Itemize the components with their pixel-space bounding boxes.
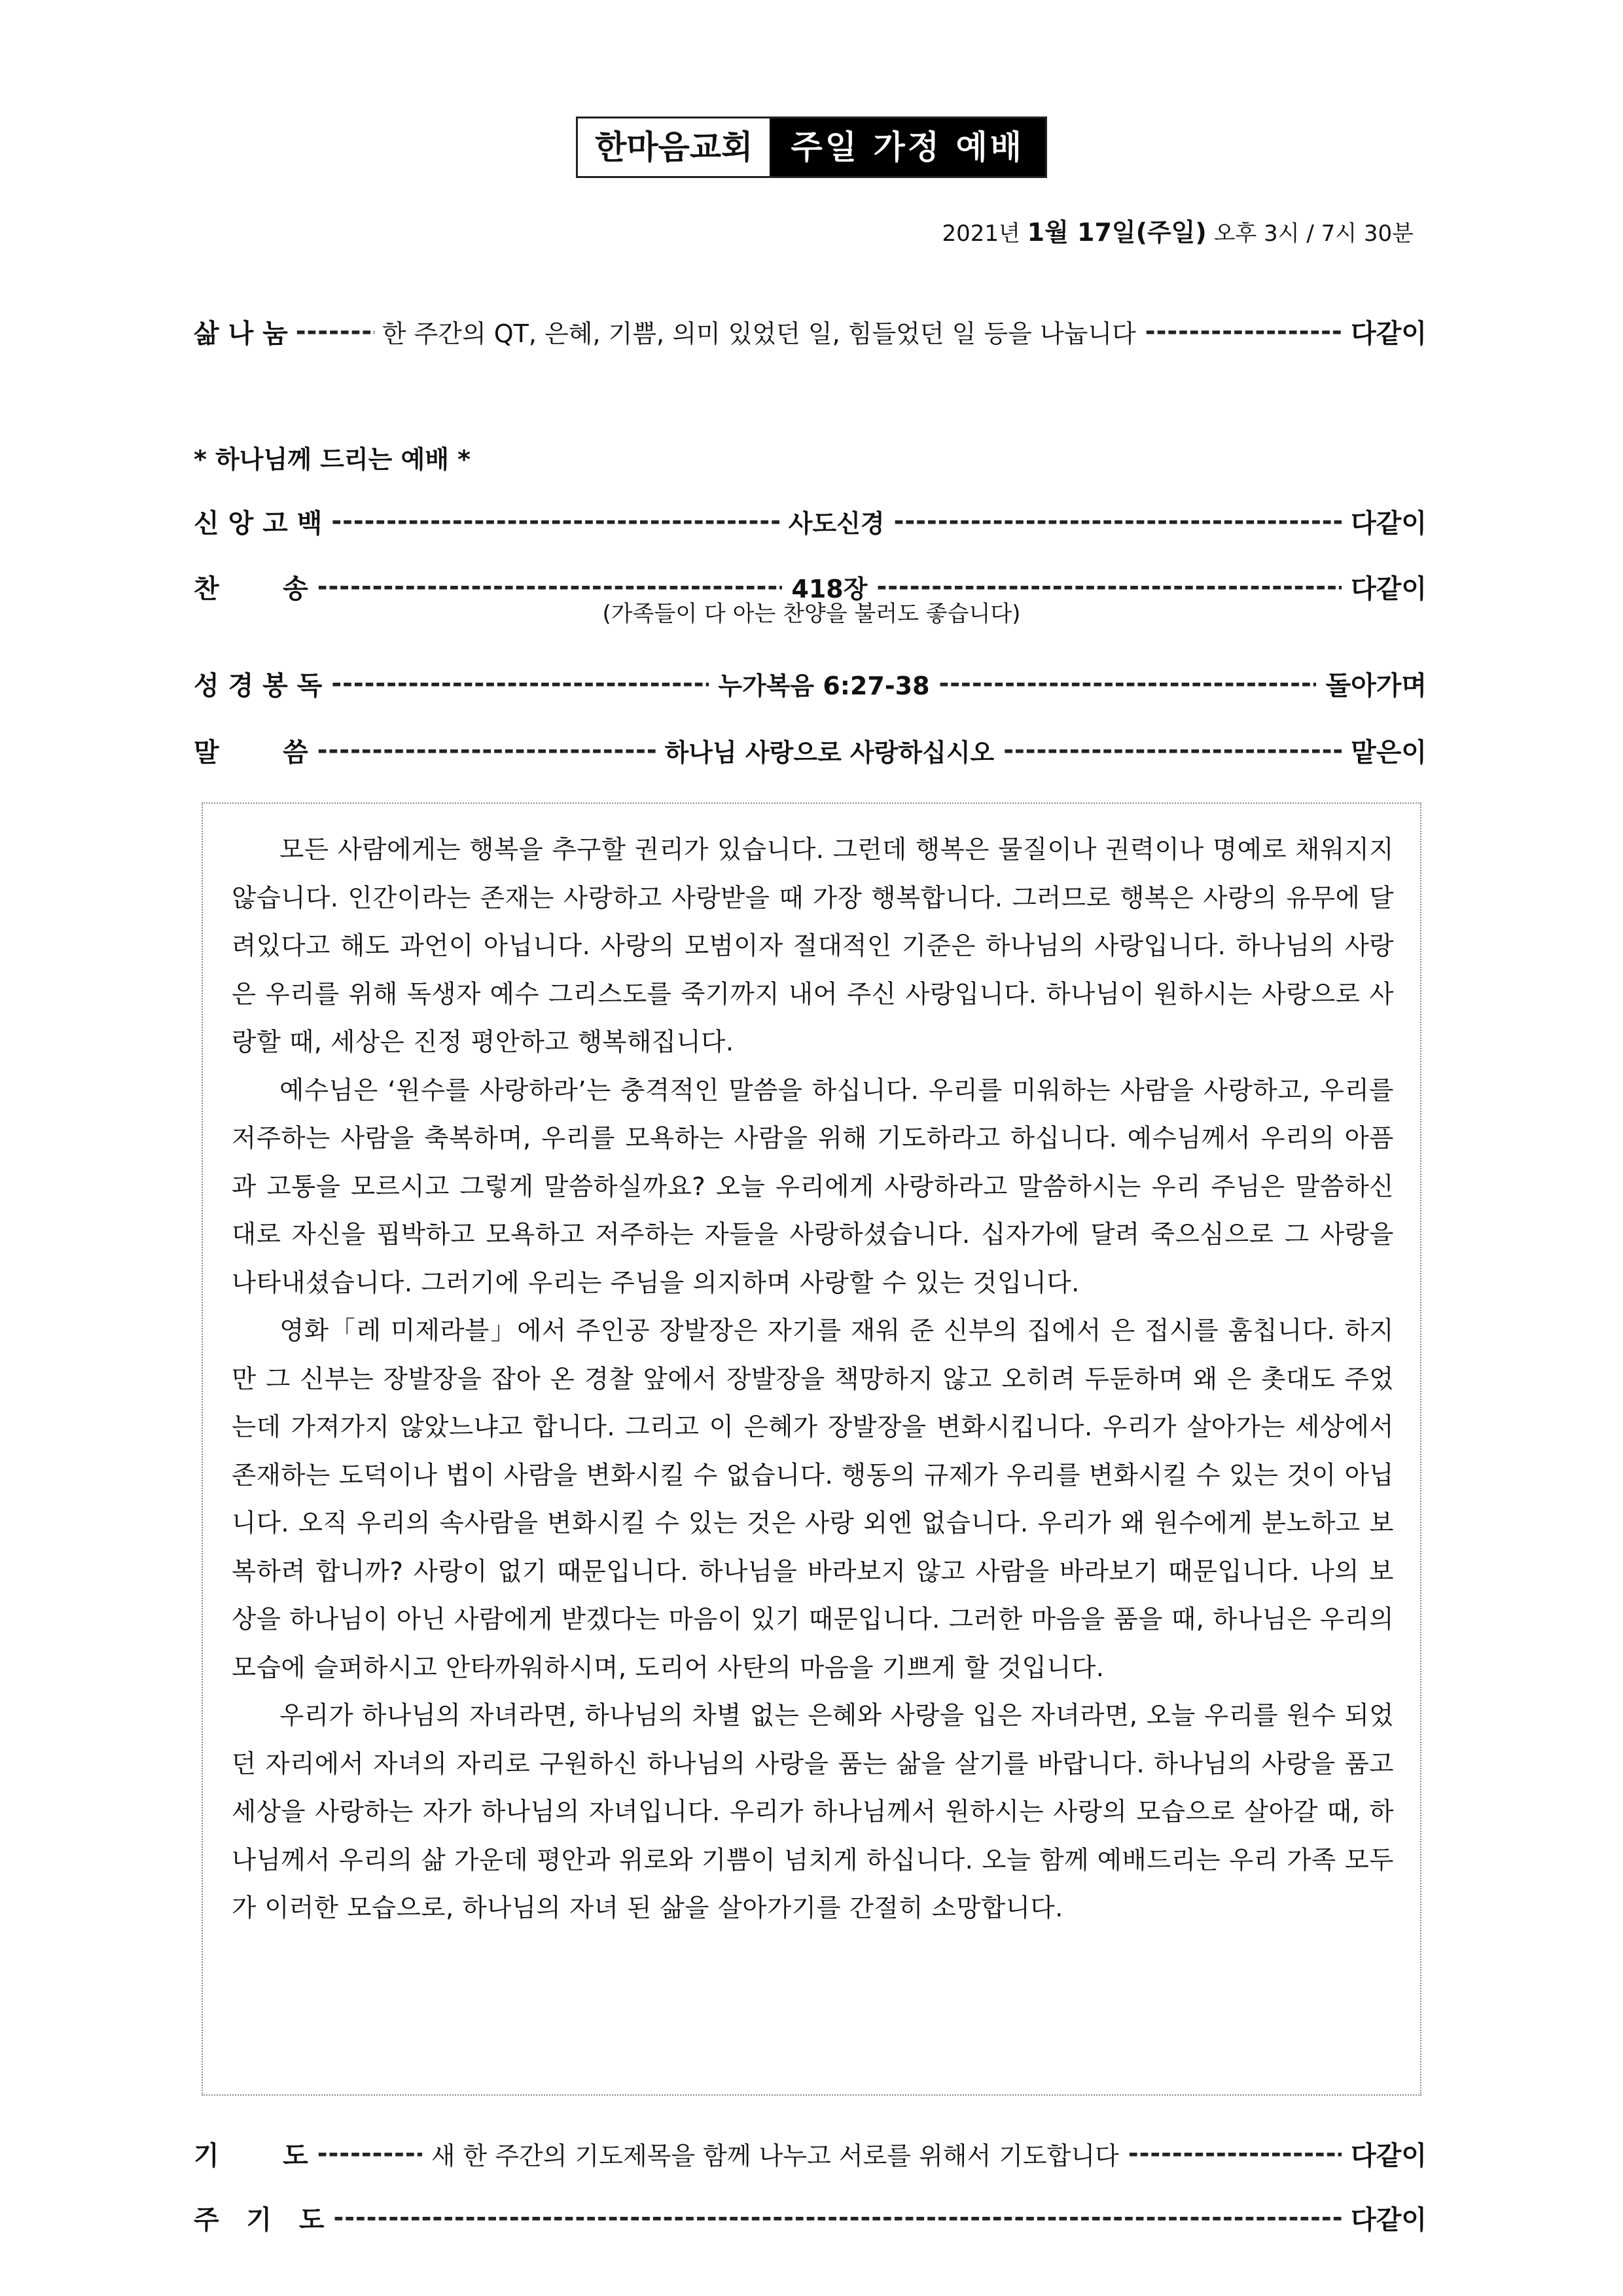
dash-leader: [1128, 2139, 1342, 2168]
dash-leader: [939, 669, 1317, 698]
order-label: 신 앙 고 백: [194, 508, 323, 539]
prayer-label: 기 도: [194, 2140, 308, 2171]
order-row: [194, 729, 1427, 771]
date-line: [942, 216, 1414, 250]
hymn-note: (가족들이 다 아는 찬양을 불러도 좋습니다): [602, 601, 1021, 627]
date-year: 2021년: [942, 221, 1020, 247]
order-who: 다같이: [1351, 508, 1427, 539]
lords-prayer-label: 주 기 도: [194, 2204, 325, 2235]
sermon-paragraph: 모든 사람에게는 행복을 추구할 권리가 있습니다. 그런데 행복은 물질이나 권력이나 명예로 채워지지 않습니다. 인간이라는 존재는 사랑하고 사랑받을 때 가장 행복합니다. 그러므로 행복은 사랑의 유무에 달려있다고 해도 과언이 아닙니다. 사랑의 모범이자 절대적인 기준은 하나님의 사랑입니다. 하나님의 사랑은 우리를 위해 독생자 예수 그리스도를 죽기까지 내어 주신 사랑입니다. 하나님이 원하시는 사랑으로 사랑할 때, 세상은 진정 평안하고 행복해집니다.: [232, 835, 1394, 1057]
date-day: 1월 17일(주일): [1027, 218, 1207, 247]
lords-prayer-row: [194, 2197, 1427, 2238]
dash-leader: [317, 736, 656, 764]
page-title: 주일 가정 예배: [770, 118, 1045, 176]
dash-leader: [1145, 317, 1342, 346]
dash-leader: [1003, 736, 1342, 764]
order-item: 사도신경: [788, 509, 885, 538]
dash-leader: [296, 317, 374, 346]
sharing-text: 한 주간의 QT, 은혜, 기쁨, 의미 있었던 일, 힘들었던 일 등을 나눕니다: [382, 319, 1136, 348]
order-label: 성 경 봉 독: [194, 670, 323, 701]
sharing-label: 삶 나 눔: [194, 318, 288, 349]
title-block: [0, 117, 1623, 178]
church-name: 한마음교회: [578, 118, 770, 176]
lords-prayer-who: 다같이: [1351, 2204, 1427, 2235]
order-item: 하나님 사랑으로 사랑하십시오: [664, 738, 995, 767]
title-box: [576, 117, 1047, 178]
sermon-box: [202, 802, 1421, 2096]
dash-leader: [331, 507, 779, 535]
order-who: 맡은이: [1351, 737, 1427, 768]
sermon-paragraph: 영화「레 미제라블」에서 주인공 장발장은 자기를 재워 준 신부의 집에서 은 접시를 훔칩니다. 하지만 그 신부는 장발장을 잡아 온 경찰 앞에서 장발장을 책망하지 않고 오히려 두둔하며 왜 은 촛대도 주었는데 가져가지 않았느냐고 합니다. 그리고 이 은혜가 장발장을 변화시킵니다. 우리가 살아가는 세상에서 존재하는 도덕이나 법이 사람을 변화시킬 수 없습니다. 행동의 규제가 우리를 변화시킬 수 있는 것이 아닙니다. 오직 우리의 속사람을 변화시킬 수 있는 것은 사랑 외엔 없습니다. 우리가 왜 원수에게 분노하고 보복하려 합니까? 사랑이 없기 때문입니다. 하나님을 바라보지 않고 사람을 바라보기 때문입니다. 나의 보상을 하나님이 아닌 사람에게 받겠다는 마음이 있기 때문입니다. 그러한 마음을 품을 때, 하나님은 우리의 모습에 슬퍼하시고 안타까워하시며, 도리어 사탄의 마음을 기쁘게 할 것입니다.: [232, 1316, 1394, 1683]
dash-leader: [317, 2139, 422, 2168]
dash-leader: [317, 572, 783, 601]
order-item: 누가복음 6:27-38: [718, 671, 930, 700]
prayer-who: 다같이: [1351, 2140, 1427, 2171]
sermon-paragraph: 예수님은 ‘원수를 사랑하라’는 충격적인 말씀을 하십니다. 우리를 미워하는 사람을 사랑하고, 우리를 저주하는 사람을 축복하며, 우리를 모욕하는 사람을 위해 기도하라고 하십니다. 예수님께서 우리의 아픔과 고통을 모르시고 그렇게 말씀하실까요? 오늘 우리에게 사랑하라고 말씀하시는 우리 주님은 말씀하신대로 자신을 핍박하고 모욕하고 저주하는 자들을 사랑하셨습니다. 십자가에 달려 죽으심으로 그 사랑을 나타내셨습니다. 그러기에 우리는 주님을 의지하며 사랑할 수 있는 것입니다.: [232, 1075, 1394, 1298]
dash-leader: [333, 2203, 1342, 2232]
sermon-paragraph: 우리가 하나님의 자녀라면, 하나님의 차별 없는 은혜와 사랑을 입은 자녀라면, 오늘 우리를 원수 되었던 자리에서 자녀의 자리로 구원하신 하나님의 사랑을 품는 삶을 살기를 바랍니다. 하나님의 사랑을 품고 세상을 사랑하는 자가 하나님의 자녀입니다. 우리가 하나님께서 원하시는 사랑의 모습으로 살아갈 때, 하나님께서 우리의 삶 가운데 평안과 위로와 기쁨이 넘치게 하십니다. 오늘 함께 예배드리는 우리 가족 모두가 이러한 모습으로, 하나님의 자녀 된 삶을 살아가기를 간절히 소망합니다.: [232, 1701, 1394, 1923]
order-row: [194, 500, 1427, 542]
order-who: 다같이: [1351, 573, 1427, 604]
order-label: 말 씀: [194, 737, 308, 768]
prayer-row: [194, 2132, 1427, 2174]
order-item: 418장: [791, 574, 868, 603]
section-title: * 하나님께 드리는 예배 *: [194, 445, 471, 474]
order-label: 찬 송: [194, 573, 308, 604]
dash-leader: [876, 572, 1342, 601]
order-who: 돌아가며: [1325, 670, 1427, 701]
dash-leader: [894, 507, 1342, 535]
prayer-text: 새 한 주간의 기도제목을 함께 나누고 서로를 위해서 기도합니다: [431, 2141, 1119, 2170]
sharing-row: [194, 310, 1427, 352]
order-row: [194, 662, 1427, 704]
date-time: 오후 3시 / 7시 30분: [1213, 221, 1414, 247]
sharing-who: 다같이: [1351, 318, 1427, 349]
dash-leader: [331, 669, 709, 698]
